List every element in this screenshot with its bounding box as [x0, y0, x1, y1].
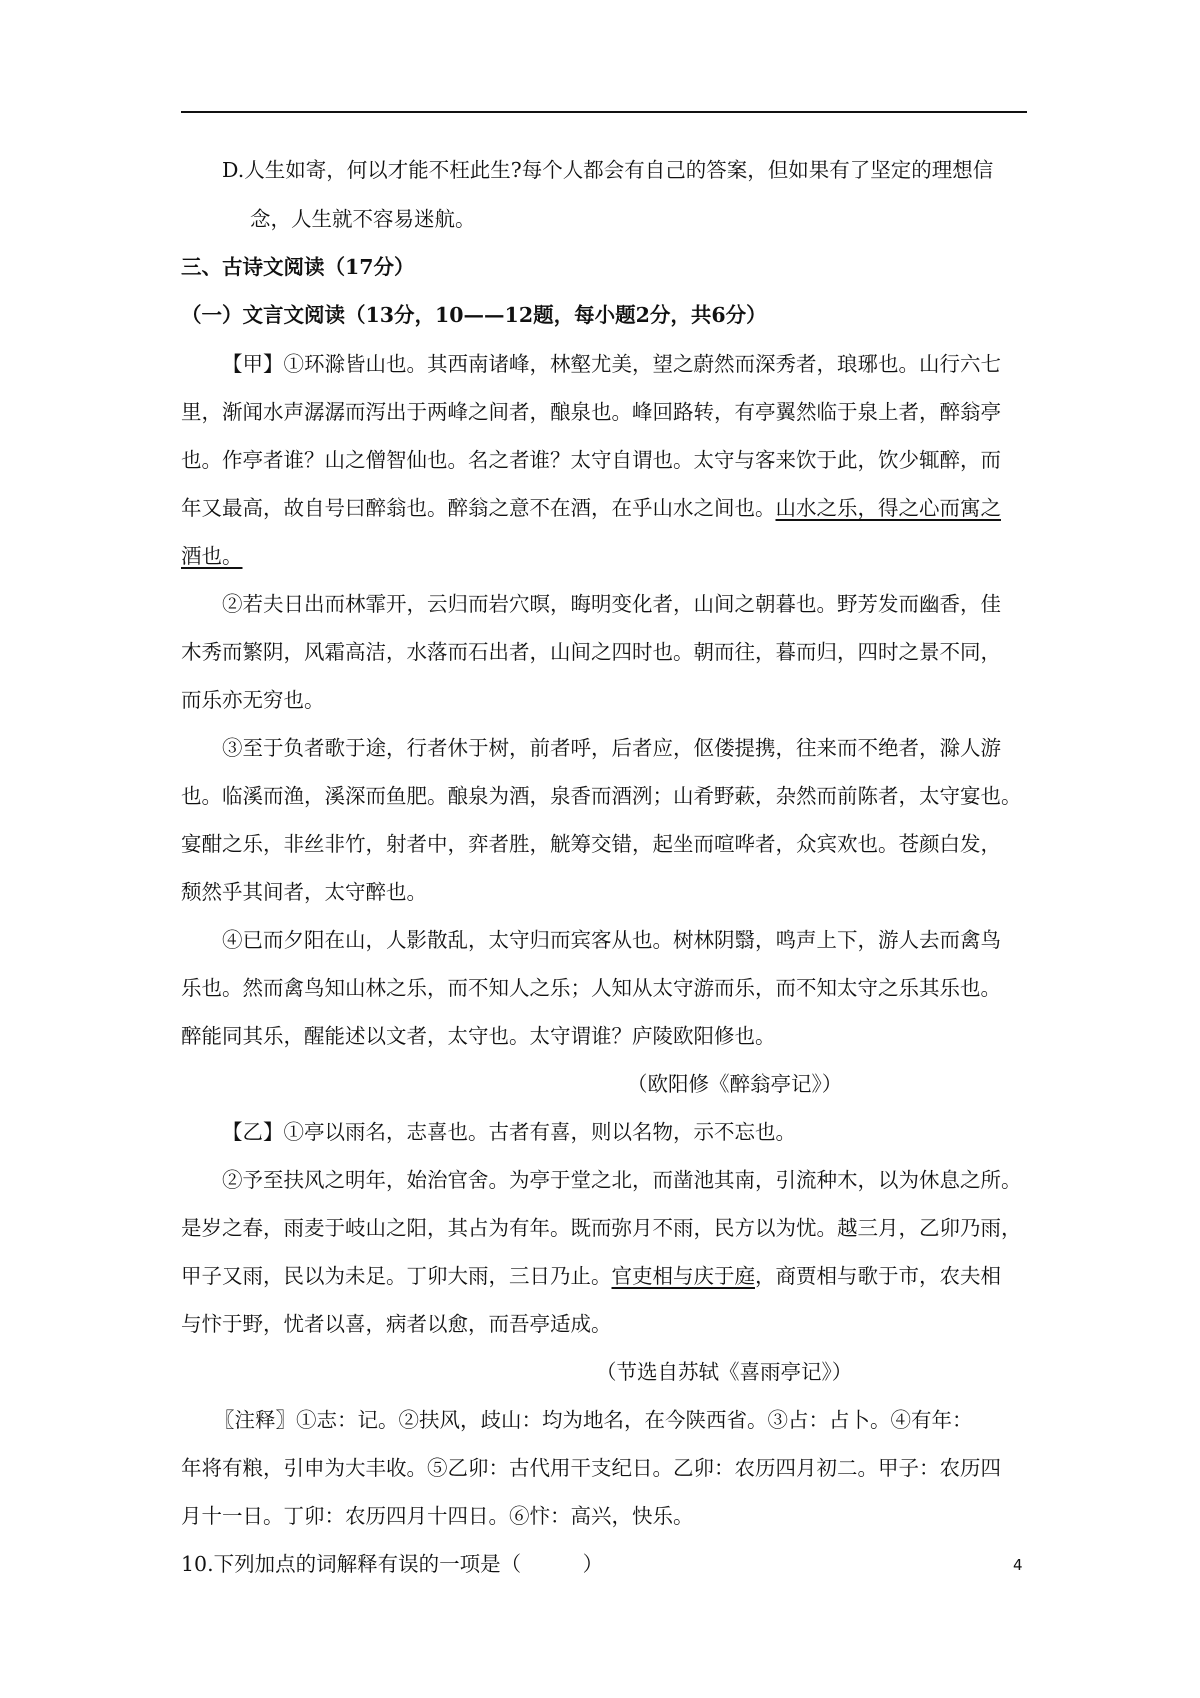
jia-p1-line1: 【甲】①环滁皆山也。其西南诸峰，林壑尤美，望之蔚然而深秀者，琅琊也。山行六七 [222, 352, 1001, 376]
jia-p3-line3: 宴酣之乐，非丝非竹，射者中，弈者胜，觥筹交错，起坐而喧哗者，众宾欢也。苍颜白发， [181, 832, 1001, 856]
jia-p1-line5 [181, 542, 243, 570]
header-rule [181, 111, 1027, 113]
page-number: 4 [1013, 1556, 1023, 1574]
yi-p2-line1: ②予至扶风之明年，始治官舍。为亭于堂之北，而凿池其南，引流种木，以为休息之所。 [222, 1168, 1022, 1192]
jia-p4-line3: 醉能同其乐，醒能述以文者，太守也。太守谓谁？庐陵欧阳修也。 [181, 1024, 776, 1048]
option-d-line2: 念，人生就不容易迷航。 [250, 207, 476, 231]
jia-p3-line1: ③至于负者歌于途，行者休于树，前者呼，后者应，伛偻提携，往来而不绝者，滁人游 [222, 736, 1001, 760]
jia-p4-line1: ④已而夕阳在山，人影散乱，太守归而宾客从也。树林阴翳，鸣声上下，游人去而禽鸟 [222, 928, 1001, 952]
yi-p2-line3-tail: ，商贾相与歌于市，农夫相 [755, 1264, 1001, 1288]
yi-p1: 【乙】①亭以雨名，志喜也。古者有喜，则以名物，示不忘也。 [222, 1120, 796, 1144]
jia-p3-line2: 也。临溪而渔，溪深而鱼肥。酿泉为酒，泉香而酒洌；山肴野蔌，杂然而前陈者，太守宴也。 [181, 784, 1022, 808]
yi-p2-line3 [181, 1262, 1001, 1290]
underlined-sentence-end: 酒也。 [181, 544, 243, 568]
jia-source: （欧阳修《醉翁亭记》） [627, 1072, 843, 1096]
yi-source: （节选自苏轼《喜雨亭记》） [596, 1360, 853, 1384]
question-10: 10.下列加点的词解释有误的一项是（ ） [181, 1552, 604, 1576]
notes-line3: 月十一日。丁卯：农历四月十四日。⑥忭：高兴，快乐。 [181, 1504, 694, 1528]
jia-p3-line4: 颓然乎其间者，太守醉也。 [181, 880, 427, 904]
jia-p1-line4-text: 年又最高，故自号曰醉翁也。醉翁之意不在酒，在乎山水之间也。 [181, 496, 776, 520]
notes-line1: 〖注释〗①志：记。②扶风，歧山：均为地名，在今陕西省。③占：占卜。④有年： [214, 1408, 973, 1432]
jia-p1-line4 [181, 494, 1001, 522]
yi-p2-line2: 是岁之春，雨麦于岐山之阳，其占为有年。既而弥月不雨，民方以为忧。越三月，乙卯乃雨， [181, 1216, 1022, 1240]
jia-p4-line2: 乐也。然而禽鸟知山林之乐，而不知人之乐；人知从太守游而乐，而不知太守之乐其乐也。 [181, 976, 1001, 1000]
option-d-line1: D.人生如寄，何以才能不枉此生?每个人都会有自己的答案，但如果有了坚定的理想信 [222, 158, 994, 182]
underlined-phrase: 官吏相与庆于庭 [611, 1264, 755, 1288]
jia-p2-line3: 而乐亦无穷也。 [181, 688, 325, 712]
jia-p2-line2: 木秀而繁阴，风霜高洁，水落而石出者，山间之四时也。朝而往，暮而归，四时之景不同， [181, 640, 1001, 664]
jia-p1-line3: 也。作亭者谁？山之僧智仙也。名之者谁？太守自谓也。太守与客来饮于此，饮少辄醉，而 [181, 448, 1001, 472]
jia-p2-line1: ②若夫日出而林霏开，云归而岩穴暝，晦明变化者，山间之朝暮也。野芳发而幽香，佳 [222, 592, 1001, 616]
subsection-heading: （一）文言文阅读（13分，10——12题，每小题2分，共6分） [181, 303, 767, 327]
notes-line2: 年将有粮，引申为大丰收。⑤乙卯：古代用干支纪日。乙卯：农历四月初二。甲子：农历四 [181, 1456, 1001, 1480]
section-heading: 三、古诗文阅读（17分） [181, 255, 415, 279]
jia-p1-line2: 里，渐闻水声潺潺而泻出于两峰之间者，酿泉也。峰回路转，有亭翼然临于泉上者，醉翁亭 [181, 400, 1001, 424]
yi-p2-line4: 与忭于野，忧者以喜，病者以愈，而吾亭适成。 [181, 1312, 612, 1336]
yi-p2-line3-text: 甲子又雨，民以为未足。丁卯大雨，三日乃止。 [181, 1264, 612, 1288]
underlined-sentence: 山水之乐，得之心而寓之 [775, 496, 1001, 520]
